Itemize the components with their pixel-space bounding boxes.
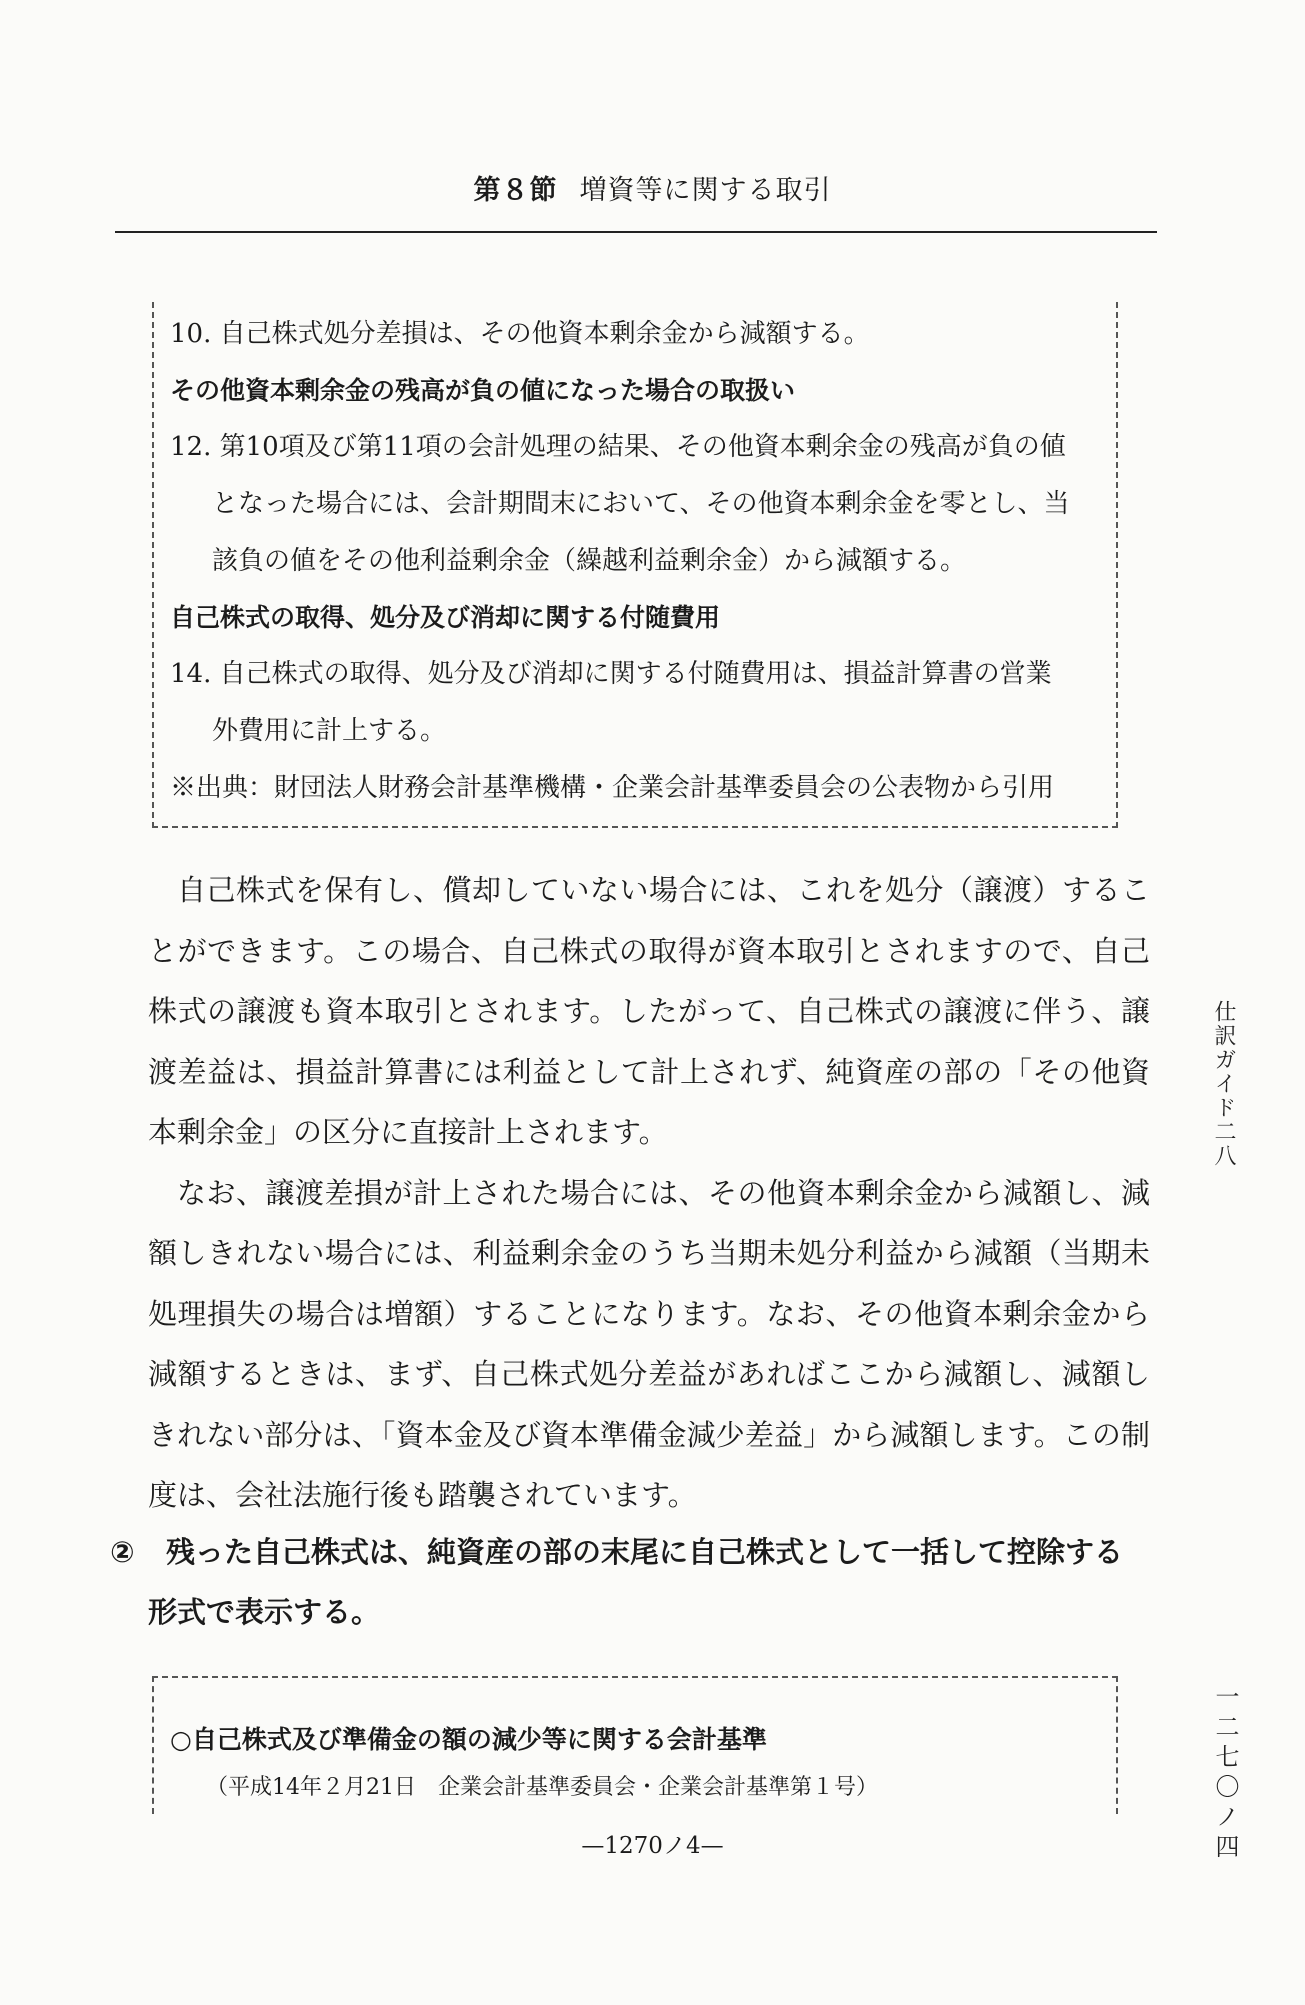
side-label-page: 一二七〇ノ四 — [1211, 1684, 1239, 1864]
quote-heading: その他資本剰余金の残高が負の値になった場合の取扱い — [170, 376, 796, 405]
standard-subtitle: （平成14年２月21日 企業会計基準委員会・企業会計基準第１号） — [206, 1775, 878, 1800]
quote-heading: 自己株式の取得、処分及び消却に関する付随費用 — [170, 603, 721, 632]
body-text — [148, 860, 1150, 1526]
quote-box-standard-title — [152, 1676, 1118, 1814]
body-paragraph: 自己株式を保有し、償却していない場合には、これを処分（譲渡）することができます。この場合、自己株式の取得が資本取引とされますので、自己株式の譲渡も資本取引とされます。したがって、自己株式の譲渡に伴う、譲渡差益は、損益計算書には利益として計上されず、純資産の部の「その他資本剰余金」の区分に直接計上されます。 — [148, 873, 1150, 1149]
quote-line: 該負の値をその他利益剰余金（繰越利益剰余金）から減額する。 — [212, 546, 967, 576]
quote-source: ※出典：財団法人財務会計基準機構・企業会計基準委員会の公表物から引用 — [170, 773, 1055, 803]
quote-box-standard-excerpt — [152, 302, 1118, 828]
standard-title: ○自己株式及び準備金の額の減少等に関する会計基準 — [170, 1725, 767, 1754]
quote-line: 10. 自己株式処分差損は、その他資本剰余金から減額する。 — [170, 319, 870, 349]
page-header — [0, 168, 1305, 207]
quote-line: となった場合には、会計期間末において、その他資本剰余金を零とし、当 — [212, 489, 1070, 519]
quote-line: 14. 自己株式の取得、処分及び消却に関する付随費用は、損益計算書の営業 — [170, 659, 1052, 689]
numbered-item — [110, 1522, 1160, 1642]
item-text-continued: 形式で表示する。 — [148, 1595, 381, 1629]
side-label-guide: 仕訳ガイド二八 — [1211, 1000, 1236, 1168]
section-title: 増資等に関する取引 — [579, 175, 832, 206]
item-marker: ② — [110, 1535, 135, 1569]
header-rule — [115, 231, 1157, 233]
body-paragraph: なお、譲渡差損が計上された場合には、その他資本剰余金から減額し、減額しきれない場合には、利益剰余金のうち当期未処分利益から減額（当期未処理損失の場合は増額）することになります。なお、その他資本剰余金から減額するときは、まず、自己株式処分差益があればここから減額し、減額しきれない部分は、「資本金及び資本準備金減少差益」から減額します。この制度は、会社法施行後も踏襲されています。 — [148, 1175, 1150, 1512]
section-number: 第８節 — [473, 175, 558, 206]
quote-line: 外費用に計上する。 — [212, 716, 447, 746]
item-text: 残った自己株式は、純資産の部の末尾に自己株式として一括して控除する — [166, 1535, 1124, 1569]
quote-line: 12. 第10項及び第11項の会計処理の結果、その他資本剰余金の残高が負の値 — [170, 432, 1066, 462]
page-number: —1270ノ4— — [581, 1833, 724, 1859]
